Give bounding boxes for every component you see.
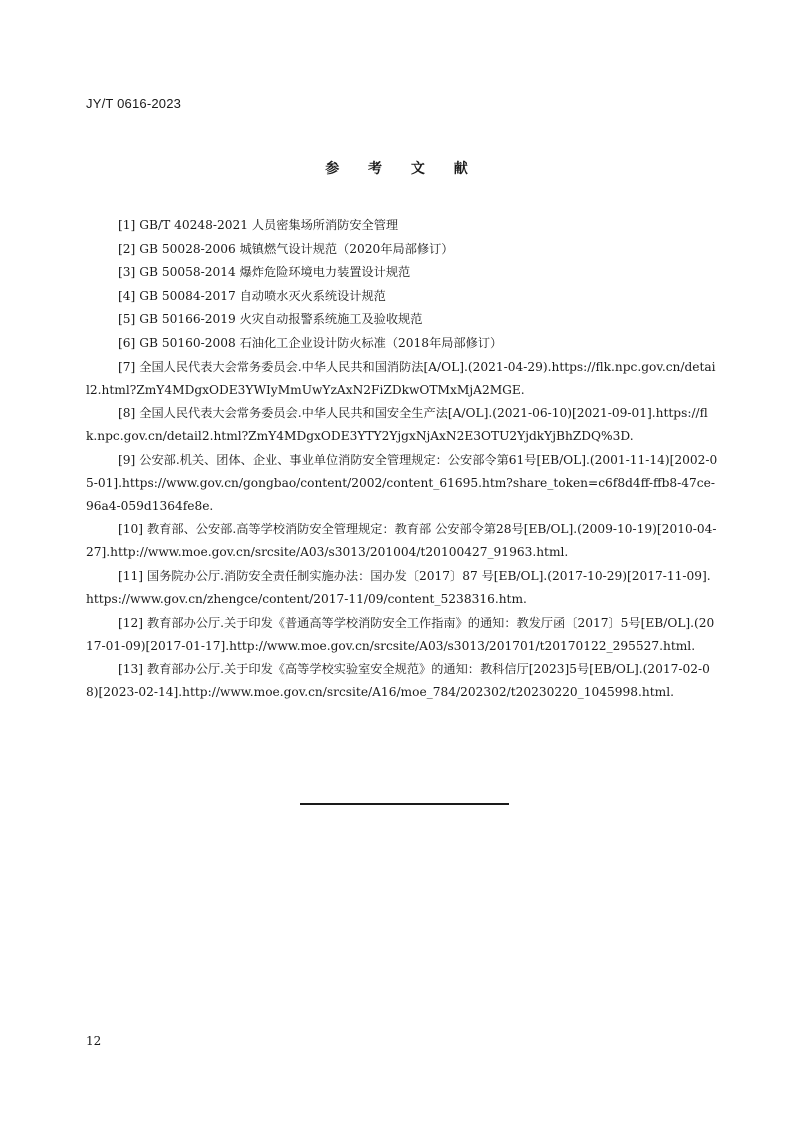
reference-item-5: [86, 308, 718, 331]
reference-item-4: [86, 285, 718, 308]
end-of-document-rule: [300, 803, 509, 805]
reference-number: [6]: [118, 335, 136, 350]
reference-text: 教育部、公安部.高等学校消防安全管理规定：教育部 公安部令第28号[EB/OL].(2009-10-19)[2010-04-27].http://www.moe.gov.cn/srcsite/A03/s3013/201004/t20100427_91963.html.: [86, 522, 717, 560]
reference-number: [8]: [118, 406, 136, 421]
reference-number: [4]: [118, 288, 136, 303]
reference-item-10: [86, 518, 718, 564]
reference-item-8: [86, 402, 718, 448]
reference-text: GB 50166-2019 火灾自动报警系统施工及验收规范: [139, 312, 423, 327]
reference-text: GB 50058-2014 爆炸危险环境电力装置设计规范: [139, 265, 411, 280]
reference-item-3: [86, 261, 718, 284]
reference-number: [13]: [118, 662, 144, 677]
reference-number: [2]: [118, 241, 136, 256]
reference-number: [1]: [118, 218, 136, 232]
reference-list: [86, 214, 718, 705]
reference-text: GB 50160-2008 石油化工企业设计防火标准（2018年局部修订）: [139, 335, 503, 350]
reference-item-7: [86, 356, 718, 402]
reference-item-12: [86, 612, 718, 658]
reference-item-2: [86, 238, 718, 261]
reference-text: GB 50028-2006 城镇燃气设计规范（2020年局部修订）: [139, 241, 454, 256]
reference-item-11: [86, 565, 718, 611]
reference-item-6: [86, 332, 718, 355]
page-number: 12: [86, 1034, 102, 1048]
document-code-header: JY/T 0616-2023: [86, 96, 182, 111]
section-title-references: 参 考 文 献: [325, 161, 480, 177]
reference-text: 教育部办公厅.关于印发《普通高等学校消防安全工作指南》的通知：教发厅函〔2017〕5号[EB/OL].(2017-01-09)[2017-01-17].http://www.moe.gov.cn/srcsite/A03/s3013/201701/t20170122_295527.html.: [86, 615, 715, 653]
reference-text: 公安部.机关、团体、企业、事业单位消防安全管理规定：公安部令第61号[EB/OL].(2001-11-14)[2002-05-01].https://www.gov.cn/gongbao/content/2002/content_61695.htm?share_token=c6f8d4ff-ffb8-47ce-96a4-059d1364fe8e.: [86, 452, 718, 513]
reference-item-9: [86, 449, 718, 518]
reference-number: [9]: [118, 452, 136, 467]
reference-number: [7]: [118, 359, 136, 374]
reference-number: [11]: [118, 568, 144, 583]
reference-text: 全国人民代表大会常务委员会.中华人民共和国安全生产法[A/OL].(2021-06-10)[2021-09-01].https://flk.npc.gov.cn/detail2.html?ZmY4MDgxODE3YTY2YjgxNjAxN2E3OTU2YjdkYjBhZDQ%3D.: [86, 406, 708, 444]
reference-number: [5]: [118, 312, 136, 327]
reference-text: 教育部办公厅.关于印发《高等学校实验室安全规范》的通知：教科信厅[2023]5号[EB/OL].(2017-02-08)[2023-02-14].http://www.moe.gov.cn/srcsite/A16/moe_784/202302/t20230220_1045998.html.: [86, 662, 710, 700]
reference-number: [12]: [118, 615, 144, 630]
reference-text: GB/T 40248-2021 人员密集场所消防安全管理: [139, 218, 399, 232]
reference-item-13: [86, 658, 718, 704]
reference-number: [10]: [118, 522, 144, 537]
reference-item-1: [86, 214, 718, 237]
reference-text: 国务院办公厅.消防安全责任制实施办法：国办发〔2017〕87 号[EB/OL].(2017-10-29)[2017-11-09].https://www.gov.cn/zhengce/content/2017-11/09/content_5238316.htm.: [86, 568, 711, 606]
reference-text: GB 50084-2017 自动喷水灭火系统设计规范: [139, 288, 386, 303]
reference-text: 全国人民代表大会常务委员会.中华人民共和国消防法[A/OL].(2021-04-29).https://flk.npc.gov.cn/detail2.html?ZmY4MDgxODE3YWIyMmUwYzAxN2FiZDkwOTMxMjA2MGE.: [86, 359, 716, 397]
reference-number: [3]: [118, 265, 136, 280]
